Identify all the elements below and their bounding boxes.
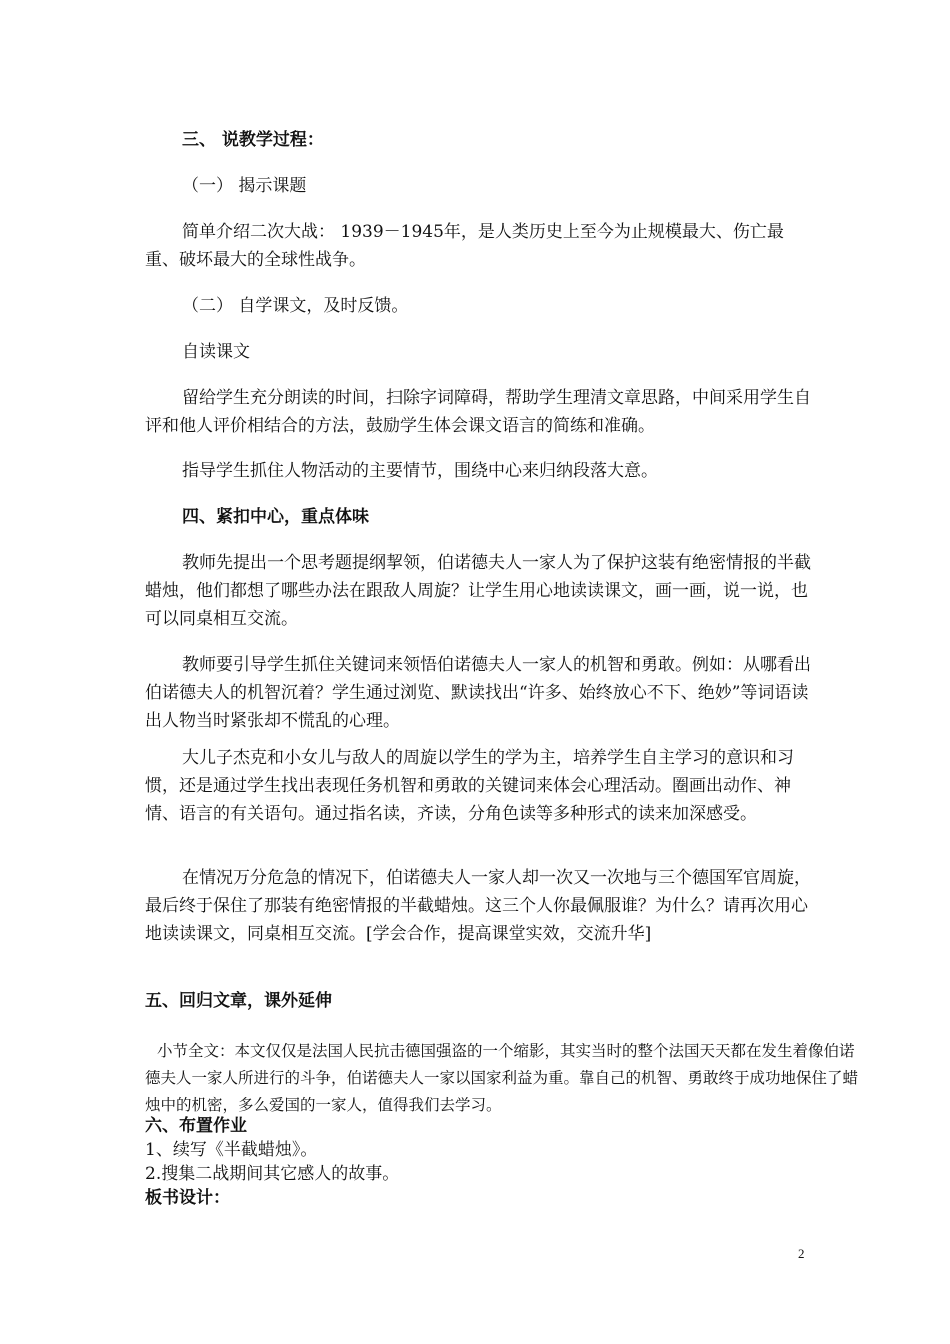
section-5-paragraph-1: 小节全文：本文仅仅是法国人民抗击德国强盗的一个缩影，其实当时的整个法国天天都在发生着像伯诺德夫人一家人所进行的斗争，伯诺德夫人一家以国家利益为重。靠自己的机智、勇敢终于成功地保住了蜡烛中的机密，多么爱国的一家人，值得我们去学习。 xyxy=(145,1042,859,1114)
section-3-paragraph-3: 留给学生充分朗读的时间，扫除字词障碍，帮助学生理清文章思路，中间采用学生自评和他人评价相结合的方法，鼓励学生体会课文语言的简练和准确。 xyxy=(145,388,811,436)
section-4-paragraph-4: 在情况万分危急的情况下，伯诺德夫人一家人却一次又一次地与三个德国军官周旋，最后终于保住了那装有绝密情报的半截蜡烛。这三个人你最佩服谁？为什么？请再次用心地读读课文，同桌相互交流。[学会合作，提高课堂实效，交流升华] xyxy=(145,868,811,944)
assignment-item-2: 2.搜集二战期间其它感人的故事。 xyxy=(145,1164,400,1184)
section-6-heading: 六、布置作业 xyxy=(145,1116,247,1136)
section-4-paragraph-3: 大儿子杰克和小女儿与敌人的周旋以学生的学为主，培养学生自主学习的意识和习惯，还是通过学生找出表现任务机智和勇敢的关键词来体会心理活动。圈画出动作、神情、语言的有关语句。通过指名读，齐读，分角色读等多种形式的读来加深感受。 xyxy=(145,748,794,824)
section-3-sub-1: （一） 揭示课题 xyxy=(182,176,307,196)
section-5-heading: 五、回归文章，课外延伸 xyxy=(145,991,332,1011)
section-3-heading: 三、 说教学过程： xyxy=(182,130,324,150)
assignment-item-1: 1、续写《半截蜡烛》。 xyxy=(145,1140,318,1160)
page-number: 2 xyxy=(798,1246,805,1261)
section-4-paragraph-1: 教师先提出一个思考题提纲挈领，伯诺德夫人一家人为了保护这装有绝密情报的半截蜡烛，他们都想了哪些办法在跟敌人周旋？让学生用心地读读课文，画一画，说一说，也可以同桌相互交流。 xyxy=(145,553,811,629)
section-4-heading: 四、紧扣中心，重点体味 xyxy=(182,507,369,527)
section-3-paragraph-1: 简单介绍二次大战： 1939－1945年，是人类历史上至今为止规模最大、伤亡最重、破坏最大的全球性战争。 xyxy=(145,222,784,270)
section-3-paragraph-2: 自读课文 xyxy=(182,342,250,362)
section-4-paragraph-2: 教师要引导学生抓住关键词来领悟伯诺德夫人一家人的机智和勇敢。例如：从哪看出伯诺德夫人的机智沉着？学生通过浏览、默读找出“许多、始终放心不下、绝妙”等词语读出人物当时紧张却不慌乱的心理。 xyxy=(145,655,811,731)
section-3-sub-2: （二） 自学课文，及时反馈。 xyxy=(182,296,409,316)
board-design-heading: 板书设计： xyxy=(145,1188,230,1208)
section-3-paragraph-4: 指导学生抓住人物活动的主要情节，围绕中心来归纳段落大意。 xyxy=(182,461,658,481)
